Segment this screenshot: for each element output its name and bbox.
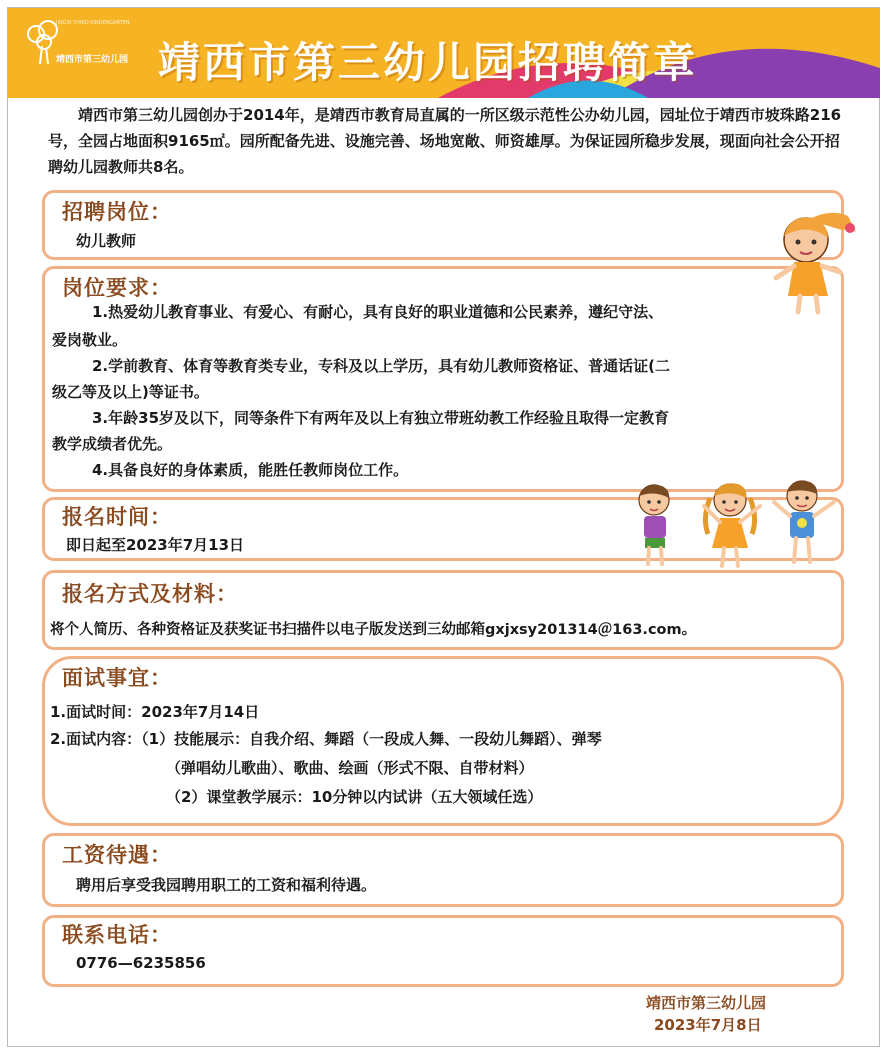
logo-english-text: JINGXI THIRD KINDERGARTEN	[56, 20, 130, 26]
section-position-heading: 招聘岗位：	[62, 200, 172, 224]
section-contact-heading: 联系电话：	[62, 923, 172, 947]
requirement-line: 爱岗敬业。	[52, 331, 128, 349]
boy-cartoon-icon	[632, 480, 682, 570]
section-signup-time-heading: 报名时间：	[62, 505, 172, 529]
contact-phone: 0776—6235856	[76, 954, 206, 972]
interview-line: 2.面试内容：（1）技能展示：自我介绍、舞蹈（一段成人舞、一段幼儿舞蹈）、弹琴	[50, 730, 602, 748]
boy-waving-cartoon-icon	[768, 476, 840, 570]
position-text: 幼儿教师	[76, 232, 137, 250]
page-title: 靖西市第三幼儿园招聘简章	[158, 38, 699, 87]
salary-text: 聘用后享受我园聘用职工的工资和福利待遇。	[76, 876, 377, 894]
interview-line: 1.面试时间：2023年7月14日	[50, 703, 260, 721]
girl-cartoon-icon	[770, 206, 860, 318]
section-requirements-heading: 岗位要求：	[62, 276, 172, 300]
intro-paragraph: 靖西市第三幼儿园创办于2014年，是靖西市教育局直属的一所区级示范性公办幼儿园，园址位于靖西市坡珠路216号，全园占地面积9165㎡。园所配备先进、设施完善、场地宽敞、师资雄厚。为保证园所稳步发展，现面向社会公开招聘幼儿园教师共8名。	[48, 106, 842, 176]
signature-org: 靖西市第三幼儿园	[646, 994, 767, 1012]
signup-method-text: 将个人简历、各种资格证及获奖证书扫描件以电子版发送到三幼邮箱gxjxsy201314＠163.com。	[50, 622, 697, 638]
section-salary-heading: 工资待遇：	[62, 843, 172, 867]
interview-line: （2）课堂教学展示：10分钟以内试讲（五大领域任选）	[166, 788, 543, 806]
requirement-line: 2.学前教育、体育等教育类专业，专科及以上学历，具有幼儿教师资格证、普通话证(二	[92, 357, 670, 375]
requirement-line: 1.热爱幼儿教育事业、有爱心、有耐心，具有良好的职业道德和公民素养，遵纪守法、	[92, 303, 664, 321]
logo-name: 靖西市第三幼儿园	[56, 55, 129, 65]
header-banner	[8, 8, 880, 98]
section-signup-method-heading: 报名方式及材料：	[62, 582, 238, 606]
requirement-line: 4.具备良好的身体素质，能胜任教师岗位工作。	[92, 461, 409, 479]
requirement-line: 教学成绩者优先。	[52, 435, 173, 453]
signature-date: 2023年7月8日	[654, 1016, 762, 1034]
interview-line: （弹唱幼儿歌曲）、歌曲、绘画（形式不限、自带材料）	[166, 759, 534, 777]
requirement-line: 3.年龄35岁及以下，同等条件下有两年及以上有独立带班幼教工作经验且取得一定教育	[92, 409, 670, 427]
girl-with-braids-cartoon-icon	[700, 478, 766, 572]
signup-time-text: 即日起至2023年7月13日	[66, 536, 245, 554]
section-interview-heading: 面试事宜：	[62, 666, 172, 690]
requirement-line: 级乙等及以上)等证书。	[52, 383, 209, 401]
